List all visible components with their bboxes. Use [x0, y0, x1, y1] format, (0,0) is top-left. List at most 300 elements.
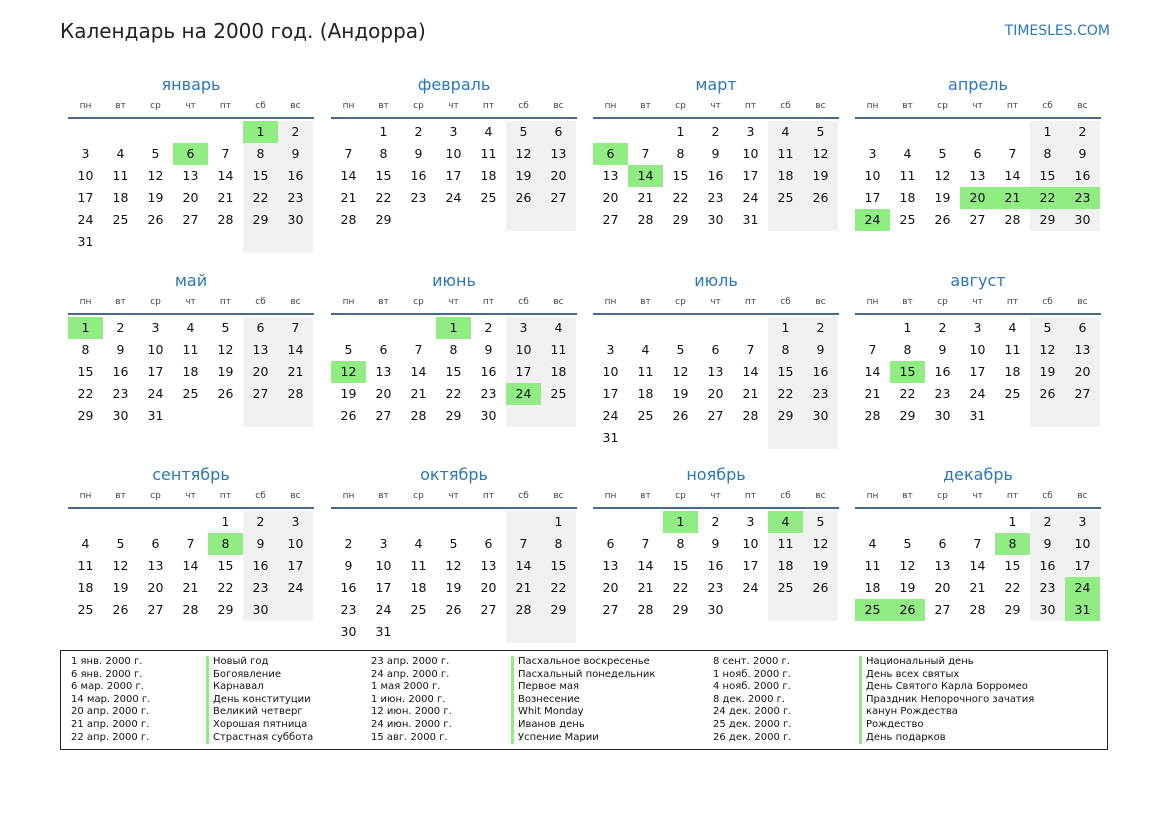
holiday-day-cell: 1: [436, 317, 471, 339]
empty-day-cell: [331, 317, 366, 339]
legend-entry: День конституции: [213, 693, 311, 705]
day-cell: 15: [768, 361, 803, 383]
day-cell: 8: [1030, 143, 1065, 165]
day-cell: 7: [186, 536, 195, 551]
month-1: [68, 74, 314, 253]
day-cell: 19: [803, 555, 838, 577]
weekday-label: пт: [744, 297, 757, 307]
month-name: февраль: [417, 75, 491, 94]
day-cell: 9: [116, 342, 125, 357]
day-cell: 18: [1004, 364, 1021, 379]
day-cell: 30: [480, 408, 497, 423]
weekday-label: вт: [902, 491, 913, 501]
weekday-label: вт: [378, 491, 389, 501]
legend-entry: 6 янв. 2000 г.: [71, 668, 143, 680]
weekday-label: вт: [640, 297, 651, 307]
holiday-day-cell: 20: [960, 187, 995, 209]
holiday-day-cell: 21: [995, 187, 1030, 209]
empty-day-cell: [138, 511, 173, 533]
weekday-label: вт: [378, 101, 389, 111]
empty-day-cell: [1065, 405, 1100, 427]
weekday-header: [593, 96, 839, 119]
day-cell: 7: [506, 533, 541, 555]
day-cell: 16: [1065, 165, 1100, 187]
day-cell: 25: [480, 190, 497, 205]
month-name: март: [695, 75, 737, 94]
day-cell: 28: [410, 408, 427, 423]
legend-entry: Национальный день: [866, 656, 974, 667]
weekday-label: сб: [255, 101, 266, 111]
day-cell: 8: [81, 342, 90, 357]
weekday-label: чт: [710, 491, 721, 501]
weekday-label: вт: [115, 101, 126, 111]
empty-day-cell: [471, 511, 506, 533]
empty-day-cell: [628, 427, 663, 449]
day-cell: 24: [969, 386, 986, 401]
weekday-label: чт: [972, 297, 983, 307]
empty-day-cell: [278, 231, 313, 253]
day-cell: 2: [711, 514, 720, 529]
day-cell: 8: [903, 342, 912, 357]
weekday-label: пт: [482, 491, 495, 501]
day-cell: 3: [606, 342, 615, 357]
day-cell: 24: [278, 577, 313, 599]
empty-day-cell: [925, 511, 960, 533]
weekday-label: пт: [744, 101, 757, 111]
day-cell: 23: [803, 383, 838, 405]
empty-day-cell: [541, 209, 576, 231]
day-cell: 24: [375, 602, 392, 617]
day-cell: 10: [375, 558, 392, 573]
day-cell: 18: [480, 168, 497, 183]
month-name: май: [174, 271, 208, 290]
day-cell: 4: [116, 146, 125, 161]
legend-entry: День всех святых: [866, 668, 960, 680]
legend-entry: Пасхальный понедельник: [518, 668, 656, 680]
legend-entry: Иванов день: [518, 718, 585, 730]
holiday-day-cell: 1: [68, 317, 103, 339]
empty-day-cell: [138, 121, 173, 143]
day-cell: 26: [147, 212, 164, 227]
day-cell: 7: [221, 146, 230, 161]
day-cell: 14: [217, 168, 234, 183]
day-cell: 16: [410, 168, 427, 183]
day-cell: 12: [899, 558, 916, 573]
day-cell: 1: [768, 317, 803, 339]
day-cell: 7: [414, 342, 423, 357]
day-cell: 27: [375, 408, 392, 423]
weekday-header: [855, 96, 1101, 119]
day-cell: 27: [602, 602, 619, 617]
day-cell: 3: [868, 146, 877, 161]
day-cell: 5: [903, 536, 912, 551]
day-cell: 27: [602, 212, 619, 227]
day-cell: 12: [445, 558, 462, 573]
weekday-label: вт: [115, 491, 126, 501]
legend-entry: 20 апр. 2000 г.: [71, 706, 150, 718]
weekday-label: вс: [815, 297, 826, 307]
day-cell: 23: [410, 190, 427, 205]
legend-entry: День подарков: [866, 731, 946, 743]
day-cell: 20: [934, 580, 951, 595]
day-grid: [593, 121, 838, 231]
day-cell: 13: [1065, 339, 1100, 361]
weekday-label: вс: [1077, 101, 1088, 111]
day-cell: 27: [480, 602, 497, 617]
day-cell: 13: [375, 364, 392, 379]
day-cell: 23: [278, 187, 313, 209]
weekday-header: [593, 292, 839, 315]
day-cell: 21: [278, 361, 313, 383]
weekday-header: [593, 486, 839, 509]
empty-day-cell: [506, 209, 541, 231]
day-cell: 12: [934, 168, 951, 183]
day-cell: 26: [803, 577, 838, 599]
empty-day-cell: [768, 209, 803, 231]
day-cell: 26: [506, 187, 541, 209]
day-cell: 30: [803, 405, 838, 427]
empty-day-cell: [733, 599, 768, 621]
day-cell: 7: [641, 146, 650, 161]
month-name: июнь: [432, 271, 476, 290]
weekday-label: ср: [150, 491, 161, 501]
day-cell: 5: [676, 342, 685, 357]
day-cell: 18: [541, 361, 576, 383]
day-cell: 3: [81, 146, 90, 161]
empty-day-cell: [803, 427, 838, 449]
empty-day-cell: [278, 405, 313, 427]
day-cell: 4: [768, 121, 803, 143]
day-cell: 23: [707, 580, 724, 595]
day-cell: 6: [711, 342, 720, 357]
holiday-day-cell: 1: [663, 511, 698, 533]
weekday-header: [331, 96, 577, 119]
day-cell: 20: [480, 580, 497, 595]
day-cell: 2: [414, 124, 423, 139]
day-cell: 10: [602, 364, 619, 379]
empty-day-cell: [628, 317, 663, 339]
day-cell: 30: [243, 599, 278, 621]
day-cell: 3: [151, 320, 160, 335]
empty-day-cell: [208, 231, 243, 253]
day-cell: 2: [1065, 121, 1100, 143]
holiday-day-cell: 24: [855, 209, 890, 231]
month-8: [855, 270, 1101, 427]
weekday-label: пт: [1006, 101, 1019, 111]
empty-day-cell: [593, 317, 628, 339]
day-cell: 23: [243, 577, 278, 599]
day-cell: 17: [1065, 555, 1100, 577]
day-cell: 17: [864, 190, 881, 205]
day-grid: [331, 121, 576, 231]
day-cell: 3: [449, 124, 458, 139]
legend-dates-col-2: [371, 656, 452, 744]
day-cell: 4: [186, 320, 195, 335]
day-cell: 2: [344, 536, 353, 551]
day-cell: 6: [151, 536, 160, 551]
day-cell: 10: [506, 339, 541, 361]
holiday-day-cell: 26: [890, 599, 925, 621]
empty-day-cell: [855, 317, 890, 339]
legend-names-col-2: [511, 656, 655, 744]
day-cell: 11: [480, 146, 497, 161]
day-cell: 14: [410, 364, 427, 379]
day-cell: 31: [742, 212, 759, 227]
day-cell: 6: [606, 536, 615, 551]
day-cell: 3: [506, 317, 541, 339]
day-cell: 28: [340, 212, 357, 227]
day-cell: 27: [243, 383, 278, 405]
weekday-label: сб: [518, 297, 529, 307]
day-cell: 14: [506, 555, 541, 577]
weekday-label: сб: [1042, 491, 1053, 501]
legend-entry: 12 июн. 2000 г.: [371, 706, 452, 718]
day-cell: 27: [934, 602, 951, 617]
day-cell: 15: [672, 558, 689, 573]
legend-entry: Пасхальное воскресенье: [518, 656, 650, 667]
empty-day-cell: [401, 317, 436, 339]
day-cell: 26: [112, 602, 129, 617]
legend-entry: Праздник Непорочного зачатия: [866, 693, 1035, 705]
legend-entry: Богоявление: [213, 668, 281, 680]
holiday-day-cell: 8: [208, 533, 243, 555]
day-cell: 13: [147, 558, 164, 573]
legend-entry: 1 июн. 2000 г.: [371, 693, 446, 705]
day-cell: 20: [375, 386, 392, 401]
day-cell: 14: [864, 364, 881, 379]
empty-day-cell: [803, 209, 838, 231]
weekday-label: вс: [1077, 491, 1088, 501]
month-11: [593, 464, 839, 621]
holiday-day-cell: 8: [995, 533, 1030, 555]
day-cell: 17: [278, 555, 313, 577]
day-cell: 12: [803, 533, 838, 555]
day-cell: 7: [973, 536, 982, 551]
day-cell: 27: [147, 602, 164, 617]
empty-day-cell: [855, 121, 890, 143]
day-cell: 8: [379, 146, 388, 161]
empty-day-cell: [995, 405, 1030, 427]
day-cell: 29: [77, 408, 94, 423]
empty-day-cell: [960, 511, 995, 533]
month-9: [68, 464, 314, 621]
day-cell: 13: [480, 558, 497, 573]
day-cell: 5: [938, 146, 947, 161]
day-cell: 9: [938, 342, 947, 357]
weekday-label: ср: [413, 491, 424, 501]
day-cell: 22: [375, 190, 392, 205]
empty-day-cell: [593, 121, 628, 143]
weekday-label: ср: [150, 297, 161, 307]
legend-entry: Рождество: [866, 718, 924, 730]
day-cell: 14: [742, 364, 759, 379]
weekday-label: чт: [185, 101, 196, 111]
day-cell: 28: [637, 602, 654, 617]
day-cell: 28: [506, 599, 541, 621]
day-cell: 20: [541, 165, 576, 187]
legend-entry: 25 дек. 2000 г.: [713, 718, 792, 730]
day-cell: 9: [1030, 533, 1065, 555]
day-cell: 18: [768, 555, 803, 577]
empty-day-cell: [401, 511, 436, 533]
month-2: [331, 74, 577, 231]
weekday-label: пн: [866, 491, 879, 501]
day-cell: 17: [602, 386, 619, 401]
legend-entry: канун Рождества: [866, 706, 958, 718]
legend-entry: Великий четверг: [213, 706, 303, 718]
day-cell: 10: [147, 342, 164, 357]
weekday-header: [68, 96, 314, 119]
weekday-label: пт: [1006, 297, 1019, 307]
empty-day-cell: [593, 511, 628, 533]
day-cell: 14: [340, 168, 357, 183]
month-6: [331, 270, 577, 427]
holiday-day-cell: 1: [243, 121, 278, 143]
legend-entry: 22 апр. 2000 г.: [71, 731, 150, 743]
legend-entry: Whit Monday: [518, 706, 584, 718]
day-cell: 15: [445, 364, 462, 379]
day-cell: 10: [77, 168, 94, 183]
empty-day-cell: [436, 621, 471, 643]
weekday-label: пт: [219, 101, 232, 111]
day-cell: 22: [672, 580, 689, 595]
day-cell: 31: [147, 408, 164, 423]
day-cell: 15: [217, 558, 234, 573]
day-cell: 13: [969, 168, 986, 183]
day-grid: [68, 121, 313, 253]
weekday-label: пн: [866, 101, 879, 111]
weekday-label: ср: [675, 101, 686, 111]
empty-day-cell: [68, 121, 103, 143]
day-cell: 17: [147, 364, 164, 379]
day-cell: 28: [1004, 212, 1021, 227]
day-cell: 29: [672, 602, 689, 617]
day-cell: 8: [541, 533, 576, 555]
day-cell: 30: [278, 209, 313, 231]
brand-logo-text[interactable]: TIMESLES.COM: [1004, 23, 1110, 39]
day-cell: 29: [899, 408, 916, 423]
day-cell: 3: [379, 536, 388, 551]
day-cell: 10: [742, 146, 759, 161]
day-cell: 4: [81, 536, 90, 551]
legend-dates-col-3: [713, 656, 791, 744]
weekday-label: чт: [972, 101, 983, 111]
month-7: [593, 270, 839, 449]
holiday-legend: [60, 650, 1108, 750]
month-3: [593, 74, 839, 231]
day-cell: 12: [672, 364, 689, 379]
day-cell: 16: [340, 580, 357, 595]
weekday-label: пт: [219, 491, 232, 501]
legend-entry: 6 мар. 2000 г.: [71, 681, 144, 693]
weekday-label: ср: [413, 297, 424, 307]
day-cell: 20: [1065, 361, 1100, 383]
day-cell: 20: [707, 386, 724, 401]
day-cell: 2: [711, 124, 720, 139]
weekday-label: пт: [482, 101, 495, 111]
day-cell: 25: [637, 408, 654, 423]
legend-entry: 26 дек. 2000 г.: [713, 731, 792, 743]
day-cell: 28: [182, 602, 199, 617]
day-cell: 25: [541, 383, 576, 405]
empty-day-cell: [208, 405, 243, 427]
empty-day-cell: [960, 121, 995, 143]
day-cell: 21: [864, 386, 881, 401]
day-cell: 22: [899, 386, 916, 401]
day-cell: 16: [243, 555, 278, 577]
day-cell: 4: [903, 146, 912, 161]
weekday-label: ср: [937, 101, 948, 111]
day-cell: 27: [969, 212, 986, 227]
day-cell: 29: [1030, 209, 1065, 231]
day-cell: 13: [602, 168, 619, 183]
day-cell: 20: [602, 190, 619, 205]
month-name: ноябрь: [686, 465, 746, 484]
legend-entry: Страстная суббота: [213, 731, 314, 743]
legend-entry: 4 нояб. 2000 г.: [713, 681, 791, 693]
day-cell: 22: [1004, 580, 1021, 595]
day-cell: 4: [641, 342, 650, 357]
weekday-label: сб: [1042, 297, 1053, 307]
day-cell: 13: [934, 558, 951, 573]
day-cell: 19: [672, 386, 689, 401]
weekday-label: пт: [482, 297, 495, 307]
weekday-label: вт: [115, 297, 126, 307]
day-cell: 1: [1008, 514, 1017, 529]
weekday-label: вс: [553, 491, 564, 501]
empty-day-cell: [506, 405, 541, 427]
day-cell: 18: [112, 190, 129, 205]
empty-day-cell: [103, 511, 138, 533]
day-cell: 22: [243, 187, 278, 209]
day-cell: 9: [803, 339, 838, 361]
day-cell: 17: [969, 364, 986, 379]
weekday-label: чт: [710, 101, 721, 111]
weekday-label: пн: [866, 297, 879, 307]
day-cell: 26: [672, 408, 689, 423]
day-cell: 2: [243, 511, 278, 533]
day-cell: 18: [410, 580, 427, 595]
weekday-label: чт: [185, 491, 196, 501]
day-cell: 26: [217, 386, 234, 401]
day-cell: 14: [182, 558, 199, 573]
day-cell: 13: [602, 558, 619, 573]
legend-entry: 1 нояб. 2000 г.: [713, 668, 791, 680]
day-cell: 5: [151, 146, 160, 161]
day-cell: 21: [217, 190, 234, 205]
day-cell: 19: [445, 580, 462, 595]
day-cell: 11: [899, 168, 916, 183]
day-cell: 25: [899, 212, 916, 227]
day-cell: 6: [938, 536, 947, 551]
day-cell: 8: [449, 342, 458, 357]
weekday-label: сб: [518, 491, 529, 501]
legend-dates-col-1: [71, 656, 150, 744]
day-cell: 26: [803, 187, 838, 209]
day-cell: 19: [147, 190, 164, 205]
day-cell: 24: [147, 386, 164, 401]
day-cell: 18: [637, 386, 654, 401]
day-cell: 5: [449, 536, 458, 551]
empty-day-cell: [436, 209, 471, 231]
day-cell: 28: [217, 212, 234, 227]
month-name: декабрь: [943, 465, 1013, 484]
day-cell: 9: [414, 146, 423, 161]
day-cell: 29: [445, 408, 462, 423]
day-cell: 25: [77, 602, 94, 617]
weekday-label: вс: [553, 297, 564, 307]
weekday-label: ср: [150, 101, 161, 111]
